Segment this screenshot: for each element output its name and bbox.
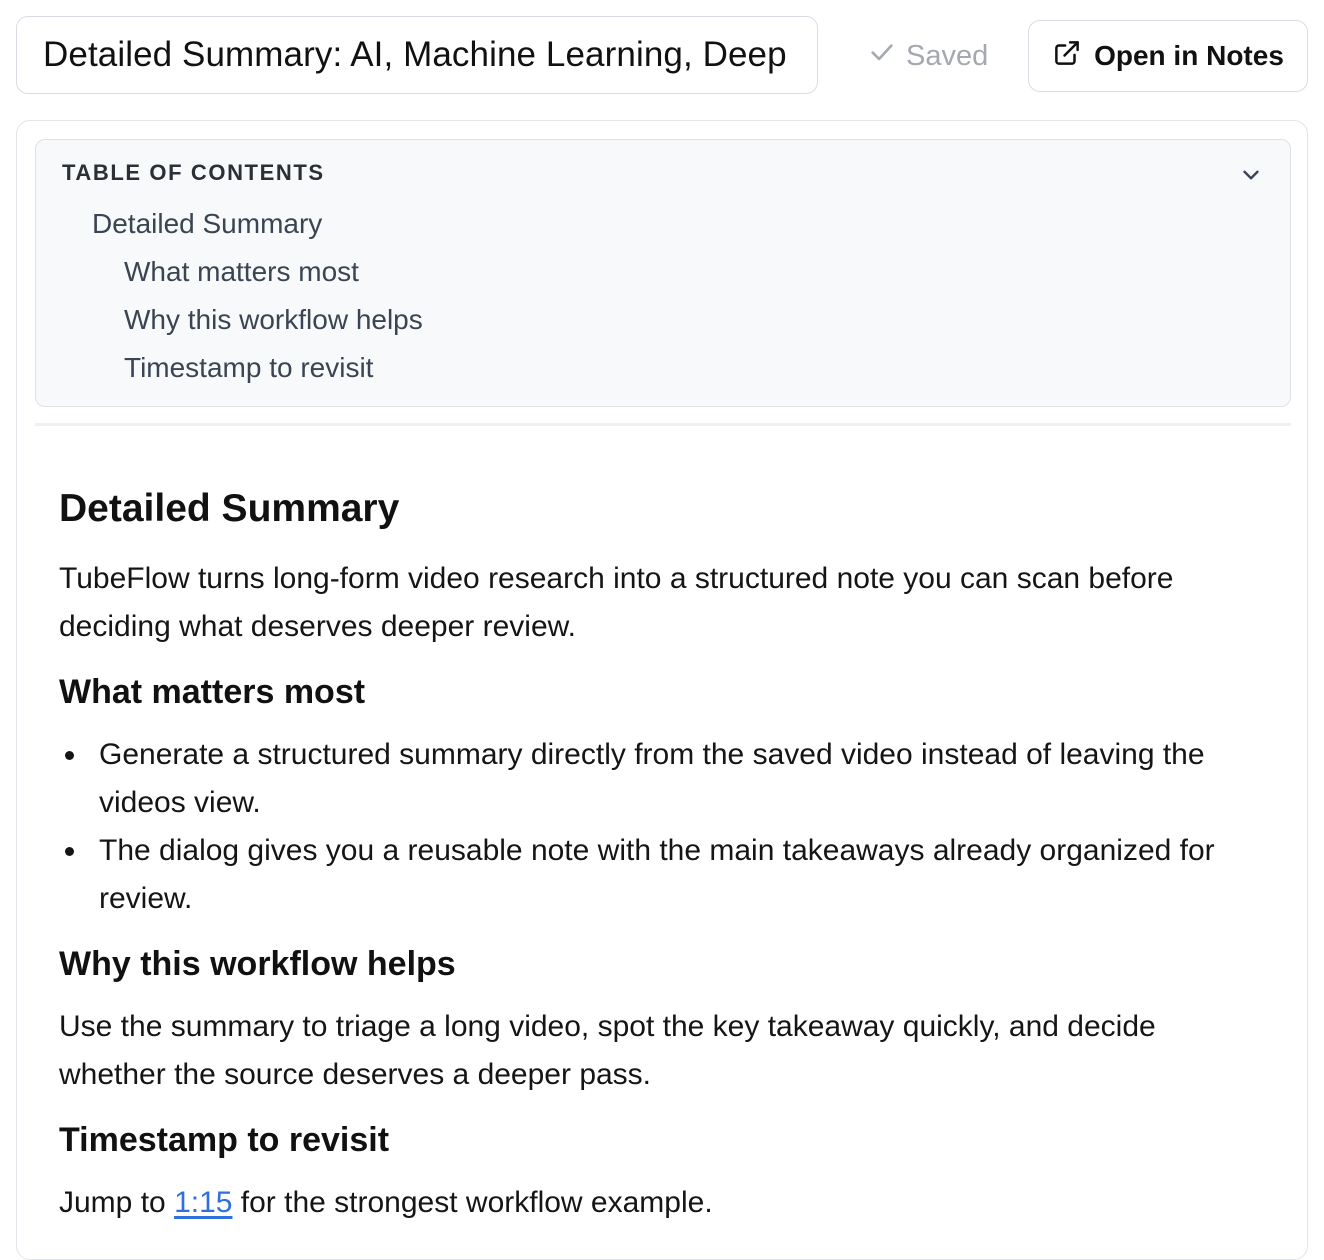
summary-panel <box>16 120 1308 1260</box>
toc-heading: TABLE OF CONTENTS <box>62 160 325 185</box>
timestamp-paragraph: Jump to 1:15 for the strongest workflow example. <box>59 1186 713 1219</box>
bullet-icon <box>65 751 74 760</box>
timestamp-link[interactable]: 1:15 <box>174 1186 233 1219</box>
saved-label: Saved <box>906 39 989 72</box>
open-in-notes-button[interactable] <box>1028 20 1308 92</box>
summary-intro: TubeFlow turns long-form video research into a structured note you can scan before deciding what deserves deeper review. <box>59 562 1174 643</box>
summary-toolbar <box>0 0 1324 110</box>
open-in-notes-label: Open in Notes <box>1094 40 1284 71</box>
bullet-icon <box>65 847 74 856</box>
section-heading-why-this-workflow-helps: Why this workflow helps <box>59 945 456 983</box>
workflow-paragraph: Use the summary to triage a long video, spot the key takeaway quickly, and decide whether the source deserves a deeper pass. <box>59 1010 1156 1091</box>
chevron-down-icon[interactable] <box>1238 162 1264 188</box>
section-heading-what-matters-most: What matters most <box>59 673 366 711</box>
toc-item-detailed-summary[interactable]: Detailed Summary <box>92 208 323 239</box>
table-of-contents <box>35 139 1291 407</box>
saved-status <box>868 34 988 78</box>
list-item: Generate a structured summary directly from the saved video instead of leaving the videos view. <box>59 731 1259 827</box>
toc-item-timestamp-to-revisit[interactable]: Timestamp to revisit <box>124 352 374 383</box>
summary-title: Detailed Summary <box>59 487 400 530</box>
toc-item-why-this-workflow-helps[interactable]: Why this workflow helps <box>124 304 423 335</box>
divider <box>35 423 1291 426</box>
note-title-input[interactable] <box>16 16 818 94</box>
external-link-icon <box>1052 38 1082 75</box>
section-heading-timestamp-to-revisit: Timestamp to revisit <box>59 1121 390 1159</box>
check-icon <box>868 38 896 74</box>
toc-item-what-matters-most[interactable]: What matters most <box>124 256 359 287</box>
list-item: The dialog gives you a reusable note with the main takeaways already organized for review. <box>59 827 1259 923</box>
